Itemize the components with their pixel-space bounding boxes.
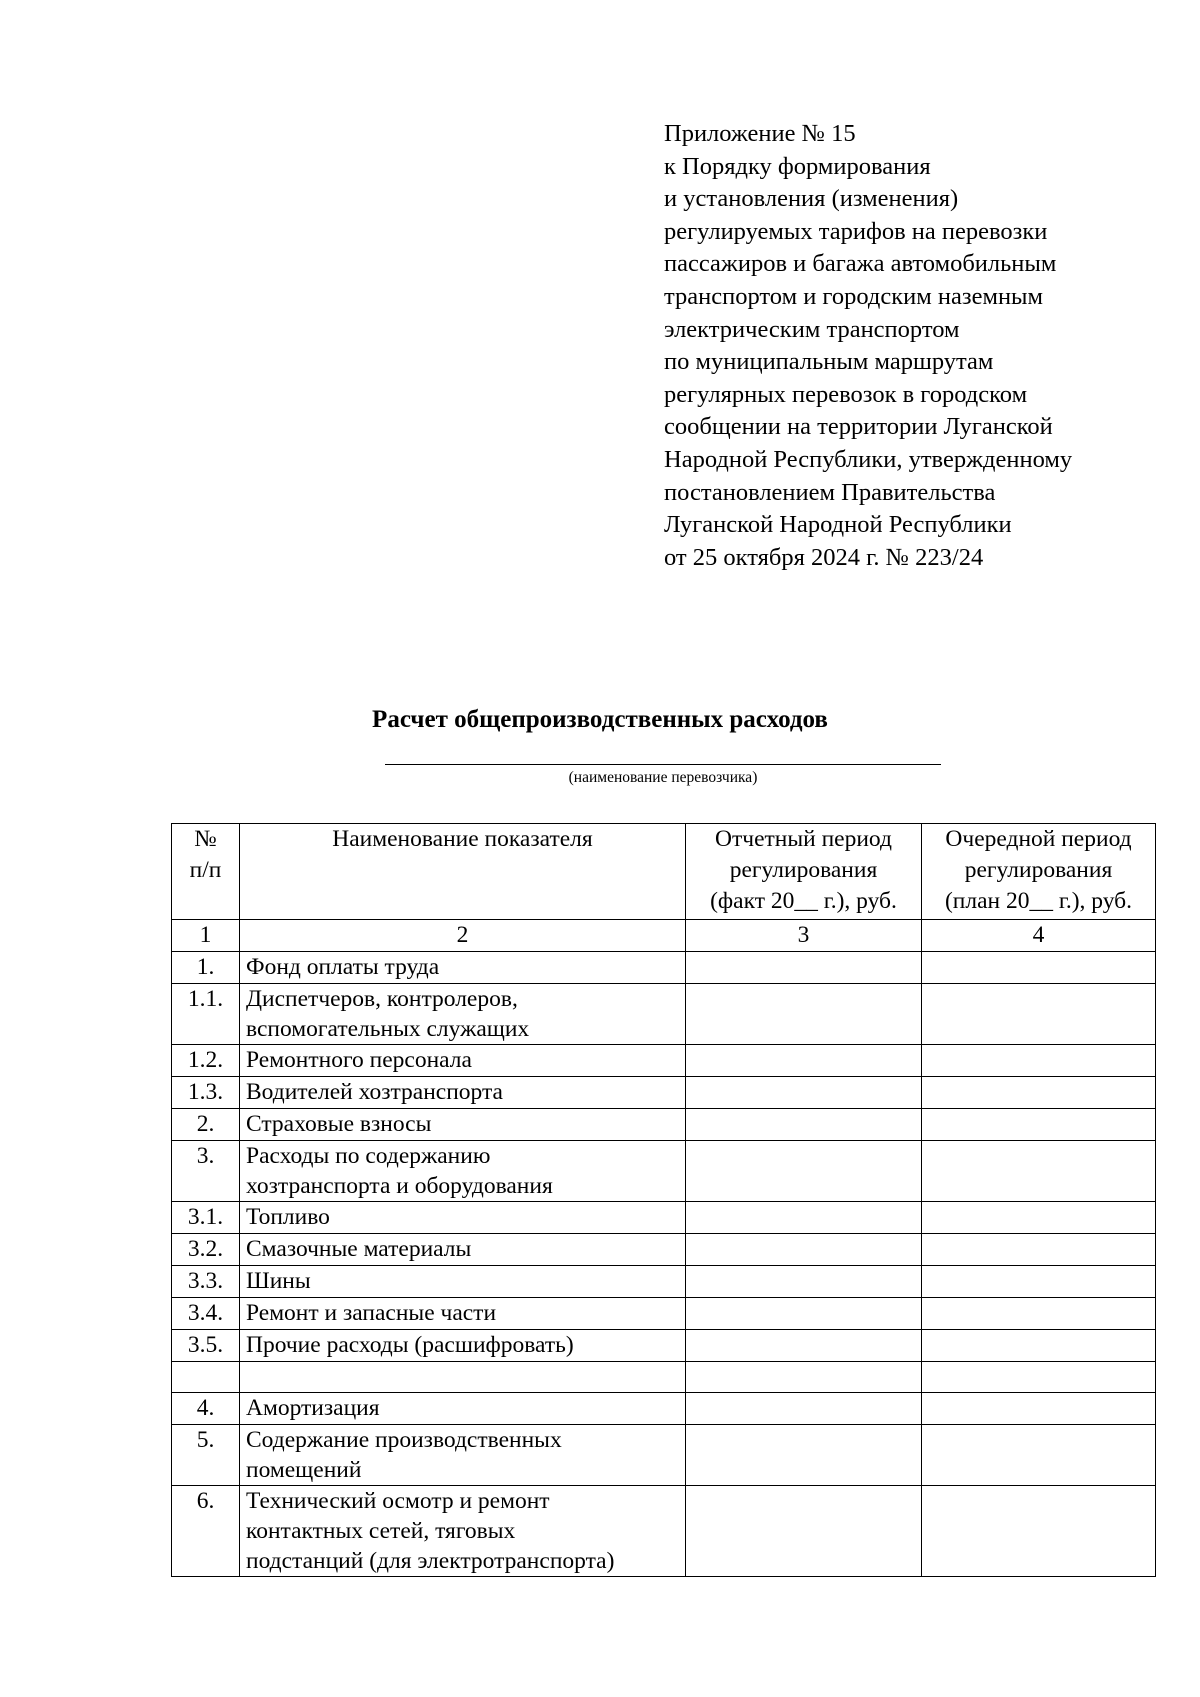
reporting-period-value bbox=[686, 1393, 922, 1425]
reporting-period-value bbox=[686, 1109, 922, 1141]
row-number: 1.1. bbox=[172, 984, 240, 1045]
indicator-name-line: Страховые взносы bbox=[246, 1111, 432, 1137]
row-number: 3. bbox=[172, 1141, 240, 1202]
indicator-name-line: вспомогательных служащих bbox=[246, 1016, 530, 1042]
annex-line: Приложение № 15 bbox=[664, 120, 856, 147]
row-indicator-name bbox=[240, 1141, 686, 1202]
row-number bbox=[172, 1362, 240, 1393]
column-number: 1 bbox=[172, 920, 240, 952]
indicator-name-line: Технический осмотр и ремонт bbox=[246, 1488, 550, 1514]
column-number: 2 bbox=[240, 920, 686, 952]
next-period-value bbox=[922, 984, 1156, 1045]
next-period-value bbox=[922, 1393, 1156, 1425]
next-period-value bbox=[922, 1234, 1156, 1266]
table-row bbox=[172, 1234, 1156, 1266]
indicator-name-line: контактных сетей, тяговых bbox=[246, 1518, 516, 1544]
table-row bbox=[172, 1109, 1156, 1141]
reporting-period-value bbox=[686, 984, 922, 1045]
annex-line: пассажиров и багажа автомобильным bbox=[664, 250, 1057, 278]
indicator-name-line: Содержание производственных bbox=[246, 1427, 562, 1453]
row-number: 4. bbox=[172, 1393, 240, 1425]
reporting-period-value bbox=[686, 1045, 922, 1077]
carrier-name-caption: (наименование перевозчика) bbox=[568, 769, 758, 786]
row-number: 6. bbox=[172, 1486, 240, 1577]
indicator-name-line: Топливо bbox=[246, 1204, 330, 1230]
row-number: 3.4. bbox=[172, 1298, 240, 1330]
reporting-period-value bbox=[686, 1330, 922, 1362]
header-reporting-period: Отчетный период регулирования (факт 20__ г.), руб. bbox=[686, 824, 922, 920]
next-period-value bbox=[922, 1141, 1156, 1202]
reporting-period-value bbox=[686, 1425, 922, 1486]
annex-line: и установления (изменения) bbox=[664, 185, 959, 213]
reporting-period-value bbox=[686, 1141, 922, 1202]
header-number: № п/п bbox=[172, 824, 240, 920]
row-number: 3.2. bbox=[172, 1234, 240, 1266]
row-indicator-name bbox=[240, 1109, 686, 1141]
table-header-row bbox=[172, 824, 1156, 920]
indicator-name-line: Диспетчеров, контролеров, bbox=[246, 986, 518, 1012]
table-row bbox=[172, 1393, 1156, 1425]
next-period-value bbox=[922, 1298, 1156, 1330]
next-period-value bbox=[922, 1266, 1156, 1298]
annex-line: регулярных перевозок в городском bbox=[664, 380, 1028, 408]
indicator-name-line: Прочие расходы (расшифровать) bbox=[246, 1332, 574, 1358]
header-indicator-name: Наименование показателя bbox=[240, 824, 686, 920]
row-indicator-name bbox=[240, 1266, 686, 1298]
column-number: 4 bbox=[922, 920, 1156, 952]
reporting-period-value bbox=[686, 1298, 922, 1330]
row-indicator-name bbox=[240, 1234, 686, 1266]
row-number: 1.3. bbox=[172, 1077, 240, 1109]
table-row bbox=[172, 1486, 1156, 1577]
indicator-name-line: Шины bbox=[246, 1268, 311, 1294]
next-period-value bbox=[922, 952, 1156, 984]
indicator-name-line: Амортизация bbox=[246, 1395, 380, 1421]
row-indicator-name bbox=[240, 1077, 686, 1109]
annex-block bbox=[664, 118, 1072, 574]
row-indicator-name bbox=[240, 1045, 686, 1077]
column-numbers-row bbox=[172, 920, 1156, 952]
row-number: 1. bbox=[172, 952, 240, 984]
next-period-value bbox=[922, 1362, 1156, 1393]
indicator-name-line: хозтранспорта и оборудования bbox=[246, 1173, 553, 1199]
indicator-name-line: подстанций (для электротранспорта) bbox=[246, 1548, 615, 1574]
row-number: 3.3. bbox=[172, 1266, 240, 1298]
row-number: 5. bbox=[172, 1425, 240, 1486]
annex-line: регулируемых тарифов на перевозки bbox=[664, 217, 1048, 245]
annex-line: транспортом и городским наземным bbox=[664, 282, 1044, 310]
header-next-period: Очередной период регулирования (план 20__ г.), руб. bbox=[922, 824, 1156, 920]
document-title: Расчет общепроизводственных расходов bbox=[372, 706, 828, 733]
table-row bbox=[172, 1141, 1156, 1202]
annex-line: по муниципальным маршрутам bbox=[664, 348, 994, 376]
indicator-name-line: Смазочные материалы bbox=[246, 1236, 472, 1262]
annex-line: к Порядку формирования bbox=[664, 152, 931, 180]
row-number: 3.5. bbox=[172, 1330, 240, 1362]
table-row bbox=[172, 1298, 1156, 1330]
annex-line: Народной Республики, утвержденному bbox=[664, 445, 1073, 473]
reporting-period-value bbox=[686, 1486, 922, 1577]
reporting-period-value bbox=[686, 1077, 922, 1109]
table-row bbox=[172, 984, 1156, 1045]
row-indicator-name bbox=[240, 952, 686, 984]
row-indicator-name bbox=[240, 1330, 686, 1362]
indicator-name-line: помещений bbox=[246, 1457, 362, 1483]
table-row bbox=[172, 1266, 1156, 1298]
table-row bbox=[172, 1045, 1156, 1077]
table-row bbox=[172, 1330, 1156, 1362]
row-number: 3.1. bbox=[172, 1202, 240, 1234]
next-period-value bbox=[922, 1486, 1156, 1577]
reporting-period-value bbox=[686, 952, 922, 984]
indicator-name-line: Ремонт и запасные части bbox=[246, 1300, 497, 1326]
indicator-name-line: Расходы по содержанию bbox=[246, 1143, 491, 1169]
column-number: 3 bbox=[686, 920, 922, 952]
reporting-period-value bbox=[686, 1202, 922, 1234]
row-indicator-name bbox=[240, 984, 686, 1045]
indicator-name-line: Ремонтного персонала bbox=[246, 1047, 472, 1073]
carrier-name-line bbox=[385, 764, 941, 765]
next-period-value bbox=[922, 1202, 1156, 1234]
row-indicator-name bbox=[240, 1486, 686, 1577]
indicator-name-line: Водителей хозтранспорта bbox=[246, 1079, 503, 1105]
row-indicator-name bbox=[240, 1202, 686, 1234]
annex-line: сообщении на территории Луганской bbox=[664, 413, 1053, 441]
reporting-period-value bbox=[686, 1266, 922, 1298]
next-period-value bbox=[922, 1425, 1156, 1486]
table-row bbox=[172, 1362, 1156, 1393]
row-indicator-name bbox=[240, 1425, 686, 1486]
table-row bbox=[172, 952, 1156, 984]
annex-line: постановлением Правительства bbox=[664, 478, 996, 506]
annex-line: от 25 октября 2024 г. № 223/24 bbox=[664, 543, 984, 571]
table-row bbox=[172, 1077, 1156, 1109]
annex-line: электрическим транспортом bbox=[664, 315, 960, 343]
row-number: 2. bbox=[172, 1109, 240, 1141]
row-indicator-name bbox=[240, 1393, 686, 1425]
row-indicator-name bbox=[240, 1298, 686, 1330]
next-period-value bbox=[922, 1330, 1156, 1362]
indicator-name-line: Фонд оплаты труда bbox=[246, 954, 440, 980]
annex-line: Луганской Народной Республики bbox=[664, 511, 1012, 539]
next-period-value bbox=[922, 1045, 1156, 1077]
table-body bbox=[172, 952, 1156, 1577]
table-row bbox=[172, 1202, 1156, 1234]
reporting-period-value bbox=[686, 1234, 922, 1266]
table-row bbox=[172, 1425, 1156, 1486]
reporting-period-value bbox=[686, 1362, 922, 1393]
expenses-table bbox=[171, 823, 1156, 1577]
row-indicator-name bbox=[240, 1362, 686, 1393]
row-number: 1.2. bbox=[172, 1045, 240, 1077]
next-period-value bbox=[922, 1109, 1156, 1141]
next-period-value bbox=[922, 1077, 1156, 1109]
